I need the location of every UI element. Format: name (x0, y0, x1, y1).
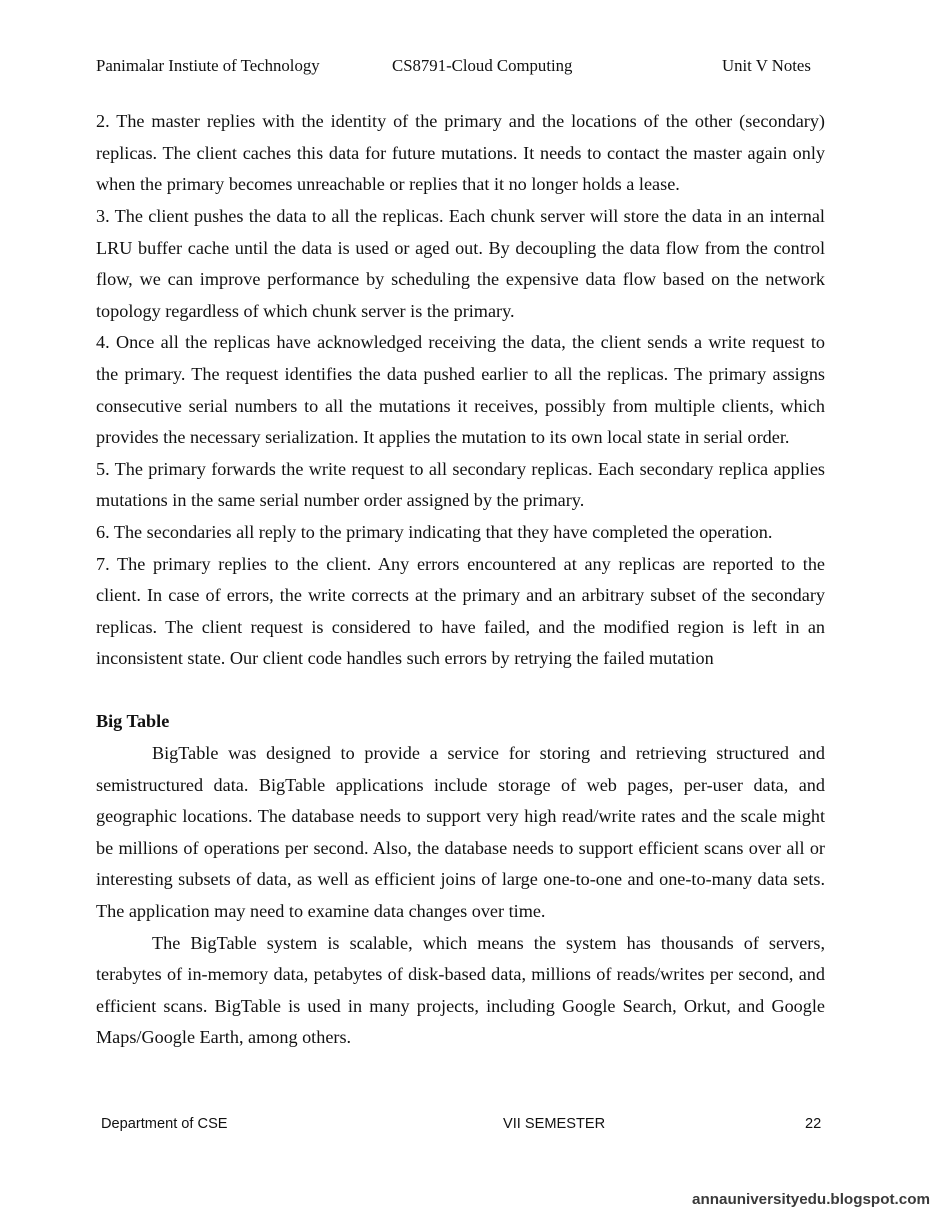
text-line: client. In case of errors, the write corrects at the primary and an arbitrary subset of the secondary (96, 585, 825, 606)
section-heading: Big Table (96, 711, 170, 732)
text-line: be millions of operations per second. Also, the database needs to support efficient scans over all or (96, 837, 825, 858)
text-line: BigTable was designed to provide a service for storing and retrieving structured and (152, 743, 825, 764)
text-line: LRU buffer cache until the data is used or aged out. By decoupling the data flow from the control (96, 237, 825, 258)
text-line: inconsistent state. Our client code handles such errors by retrying the failed mutation (96, 648, 714, 669)
step-2 (96, 106, 825, 201)
header-unit: Unit V Notes (722, 56, 811, 75)
text-line: 7. The primary replies to the client. Any errors encountered at any replicas are reported to the (96, 553, 825, 574)
text-line: when the primary becomes unreachable or replies that it no longer holds a lease. (96, 174, 680, 195)
text-line: consecutive serial numbers to all the mutations it receives, possibly from multiple clients, which (96, 395, 825, 416)
step-3 (96, 201, 825, 327)
text-line: 4. Once all the replicas have acknowledged receiving the data, the client sends a write request to (96, 332, 825, 353)
text-line: provides the necessary serialization. It applies the mutation to its own local state in serial order. (96, 427, 790, 448)
paragraph (96, 928, 825, 1054)
paragraph (96, 738, 825, 928)
text-line: replicas. The client caches this data for future mutations. It needs to contact the master again only (96, 142, 825, 163)
step-4 (96, 327, 825, 453)
header-course: CS8791-Cloud Computing (392, 56, 573, 75)
text-line: the primary. The request identifies the data pushed earlier to all the replicas. The primary assigns (96, 363, 825, 384)
document-body (96, 106, 825, 1054)
text-line: 2. The master replies with the identity of the primary and the locations of the other (secondary) (96, 111, 825, 132)
header-institute: Panimalar Instiute of Technology (96, 56, 320, 75)
text-line: interesting subsets of data, as well as efficient joins of large one-to-one and one-to-many data sets. (96, 869, 825, 890)
text-line: The BigTable system is scalable, which means the system has thousands of servers, (152, 932, 825, 953)
text-line: 3. The client pushes the data to all the replicas. Each chunk server will store the data in an internal (96, 205, 825, 226)
text-line: terabytes of in-memory data, petabytes of disk-based data, millions of reads/writes per second, and (96, 964, 825, 985)
text-line: replicas. The client request is considered to have failed, and the modified region is left in an (96, 616, 825, 637)
text-line: geographic locations. The database needs to support very high read/write rates and the scale might (96, 806, 825, 827)
step-7 (96, 549, 825, 675)
text-line: mutations in the same serial number order assigned by the primary. (96, 490, 585, 511)
text-line: Maps/Google Earth, among others. (96, 1027, 352, 1048)
spacer (96, 675, 825, 707)
text-line: topology regardless of which chunk server is the primary. (96, 300, 515, 321)
text-line: efficient scans. BigTable is used in many projects, including Google Search, Orkut, and Google (96, 995, 825, 1016)
text-line: semistructured data. BigTable applications include storage of web pages, per-user data, and (96, 774, 825, 795)
footer-semester: VII SEMESTER (503, 1116, 606, 1132)
text-line: 5. The primary forwards the write request to all secondary replicas. Each secondary replica applies (96, 458, 825, 479)
text-line: flow, we can improve performance by scheduling the expensive data flow based on the network (96, 269, 825, 290)
text-line: The application may need to examine data changes over time. (96, 901, 546, 922)
footer-department: Department of CSE (101, 1116, 228, 1132)
step-5 (96, 454, 825, 517)
page-number: 22 (805, 1116, 822, 1132)
text-line: 6. The secondaries all reply to the primary indicating that they have completed the operation. (96, 521, 773, 542)
source-watermark: annauniversityedu.blogspot.com (692, 1191, 930, 1208)
step-6 (96, 517, 825, 549)
